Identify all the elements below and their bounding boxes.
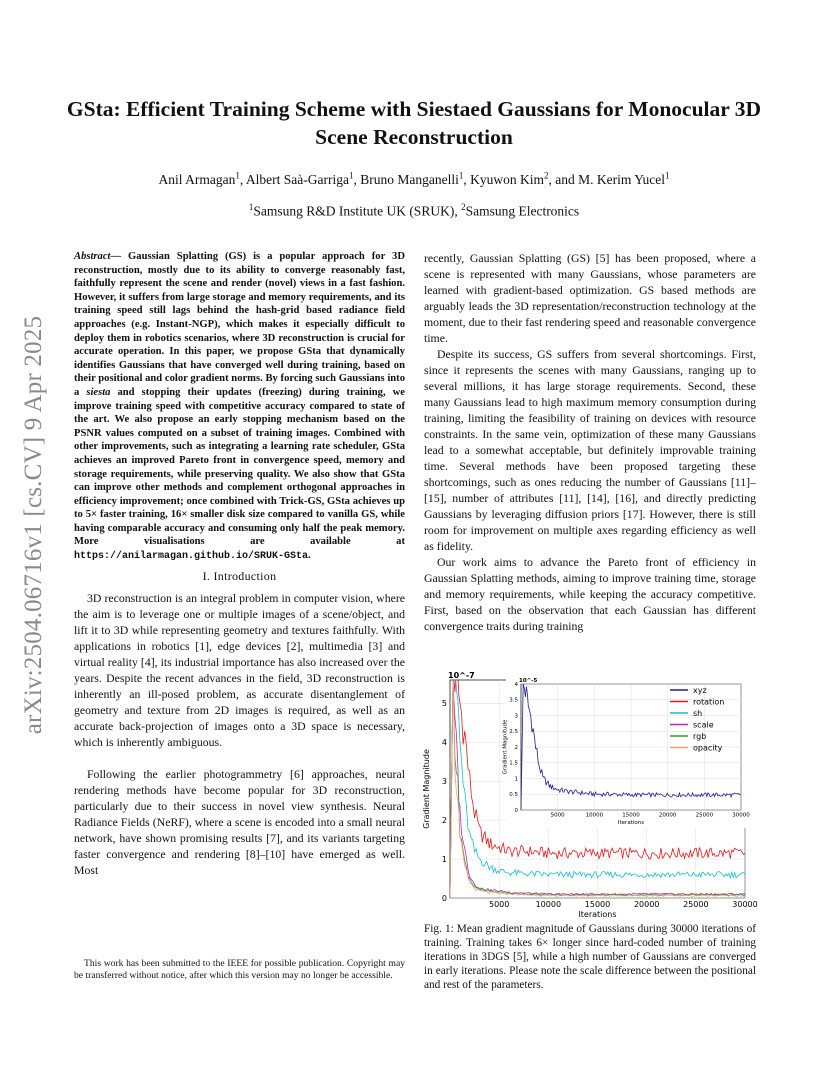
arxiv-sidebar-stamp xyxy=(14,290,54,760)
x-tick-label: 20000 xyxy=(633,900,660,909)
y-tick-label: 0 xyxy=(514,807,518,814)
author-list xyxy=(60,170,768,188)
x-tick-label: 10000 xyxy=(535,900,562,909)
y-tick-label: 5 xyxy=(441,699,447,709)
right-paragraph-2: Despite its success, GS suffers from several shortcomings. First, since it represents the scenes with many Gaussians, ranging up to several millions, it has large storage requirements. Second, these many Gaussians lead to high maximum memory consumption during training, limiting the feasibility of training on devices with resource constraints. In the same vein, optimization of these many Gaussians lead to a somewhat acceptable, but definitely improvable training time. Several methods have been proposed targeting these shortcomings, such as ones reducing the number of Gaussians [11]–[15], number of attributes [11], [14], [16], and directly predicting Gaussians by leveraging diffusion priors [17]. However, there is still room for improvement on multiple axes regarding efficiency as well as fidelity. xyxy=(424,347,756,553)
x-tick-label: 20000 xyxy=(658,812,677,819)
x-tick-label: 10000 xyxy=(585,812,604,819)
intro-paragraph-1: 3D reconstruction is an integral problem in computer vision, where the aim is to leverage one or multiple images of a scene/object, and lift it to 3D while representing geometry and textures faithfully. With applications in robotics [1], edge devices [2], multimedia [3] and virtual reality [4], its industrial importance has also increased over the years. Despite the recent advances in the field, 3D reconstruction is inherently an ill-posed problem, as accurate disentanglement of geometry and texture from 2D images is required, as well as an accurate back-projection of images onto a 3D space is necessary, which is inherently ambiguous. xyxy=(74,590,405,749)
y-tick-label: 3 xyxy=(441,777,447,787)
x-tick-label: 15000 xyxy=(584,900,611,909)
gradient-magnitude-chart xyxy=(418,670,758,920)
author: M. Kerim Yucel$^1$ xyxy=(578,170,670,187)
y-tick-label: 3.5 xyxy=(509,697,518,704)
abstract-label: Abstract xyxy=(74,251,111,262)
left-column xyxy=(74,250,405,878)
x-tick-label: 15000 xyxy=(622,812,640,819)
arxiv-id: arXiv:2504.06716v1 [cs.CV] 9 Apr 2025 xyxy=(20,315,47,735)
x-tick-label: 25000 xyxy=(683,900,709,909)
paper-title: GSta: Efficient Training Scheme with Siestaed Gaussians for Monocular 3D Scene Reconstruction xyxy=(66,97,762,149)
author: Anil Armagan$^1$, xyxy=(158,170,246,187)
section-heading-introduction: I. Introduction xyxy=(202,568,277,583)
y-tick-label: 2 xyxy=(441,815,447,825)
y-tick-label: 0.5 xyxy=(509,792,518,799)
y-tick-label: 3 xyxy=(514,713,518,720)
right-column xyxy=(424,250,756,634)
author: Albert Saà-Garriga$^1$, xyxy=(245,170,361,187)
abstract: Abstract— Gaussian Splatting (GS) is a popular approach for 3D reconstruction, mostly due to its ability to converge reasonably fast, faithfully represent the scene and render (novel) views in a fast fashion. However, it suffers from large storage and memory requirements, and its training speed still lags behind the hash-grid based radiance field approaches (e.g. Instant-NGP), which makes it especially difficult to deploy them in robotics scenarios, where 3D reconstruction is crucial for accurate operation. In this paper, we propose GSta that dynamically identifies Gaussians that have converged well during training, based on their positional and color gradient norms. By forcing such Gaussians into a siesta and stopping their updates (freezing) during training, we improve training speed with competitive accuracy compared to state of the art. We also propose an early stopping mechanism based on the PSNR values computed on a subset of training images. Combined with other improvements, such as integrating a learning rate scheduler, GSta achieves an improved Pareto front in convergence speed, memory and storage requirements, while preserving quality. We also show that GSta can improve other methods and complement orthogonal approaches in efficiency improvement; once combined with Trick-GS, GSta achieves up to 5× faster training, 16× smaller disk size compared to vanilla GS, while having comparable accuracy and consuming only half the peak memory. More visualisations are available at https://anilarmagan.github.io/SRUK-GSta. xyxy=(74,251,405,563)
axis-scale-label: 10^-5 xyxy=(519,678,538,684)
right-paragraph-3: Our work aims to advance the Pareto front of efficiency in Gaussian Splatting methods, aiming to improve training time, storage and memory requirements, while keeping the accuracy competitive. First, based on the observation that each Gaussian has different convergence traits during training xyxy=(424,555,756,633)
y-tick-label: 0 xyxy=(441,893,447,903)
x-axis-label: Iterations xyxy=(617,820,645,826)
intro-paragraph-2: Following the earlier photogrammetry [6] approaches, neural rendering methods have become popular for 3D reconstruction, particularly due to their success in novel view synthesis. Neural Radiance Fields (NeRF), where a scene is encoded into a small neural network, have shown promising results [7], and its variants targeting faster convergence and rendering [8]–[10] have emerged as well. Most xyxy=(74,766,405,877)
y-tick-label: 2.5 xyxy=(509,729,518,736)
x-tick-label: 30000 xyxy=(732,900,758,909)
x-tick-label: 25000 xyxy=(695,812,714,819)
affiliations: $^1$Samsung R&D Institute UK (SRUK), $^2$Samsung Electronics xyxy=(248,202,580,219)
legend-label-xyz: xyz xyxy=(693,686,707,695)
right-paragraph-1: recently, Gaussian Splatting (GS) [5] has been proposed, where a scene is represented with many Gaussians, whose parameters are learned with gradient-based optimization. GS based methods are arguably leads the 3D representation/reconstruction technology at the moment, due to their fast rendering speed and reasonable convergence time. xyxy=(424,251,756,345)
legend-label-rotation: rotation xyxy=(693,697,725,707)
figure-caption: Fig. 1: Mean gradient magnitude of Gaussians during 30000 iterations of training. Training takes 6× longer since hard-coded number of training iterations in 3DGS [5], while a high number of Gaussians are converged in early iterations. Please note the scale difference between the positional and rest of the parameters. xyxy=(424,923,756,991)
y-tick-label: 1.5 xyxy=(509,760,518,767)
footnote: This work has been submitted to the IEEE for possible publication. Copyright may be transferred without notice, after which this version may no longer be accessible. xyxy=(74,958,405,981)
author: Kyuwon Kim$^2$, and xyxy=(470,170,579,187)
project-url[interactable]: https://anilarmagan.github.io/SRUK-GSta xyxy=(74,551,309,563)
y-tick-label: 1 xyxy=(441,854,447,864)
x-axis-label: Iterations xyxy=(578,910,617,919)
y-tick-label: 2 xyxy=(514,744,518,751)
legend-label-rgb: rgb xyxy=(693,732,707,741)
x-tick-label: 5000 xyxy=(488,900,510,909)
legend-label-sh: sh xyxy=(693,709,703,718)
y-axis-label: Gradient Magnitude xyxy=(502,719,509,775)
y-tick-label: 4 xyxy=(514,681,518,688)
y-tick-label: 1 xyxy=(514,776,518,783)
x-tick-label: 30000 xyxy=(732,812,750,819)
legend-label-opacity: opacity xyxy=(693,743,723,753)
legend-label-scale: scale xyxy=(693,720,714,730)
y-tick-label: 4 xyxy=(441,738,447,748)
author: Bruno Manganelli$^1$, xyxy=(360,170,471,187)
axis-scale-label: 10^-7 xyxy=(448,671,475,680)
y-axis-label: Gradient Magnitude xyxy=(422,749,432,829)
x-tick-label: 5000 xyxy=(550,812,565,819)
